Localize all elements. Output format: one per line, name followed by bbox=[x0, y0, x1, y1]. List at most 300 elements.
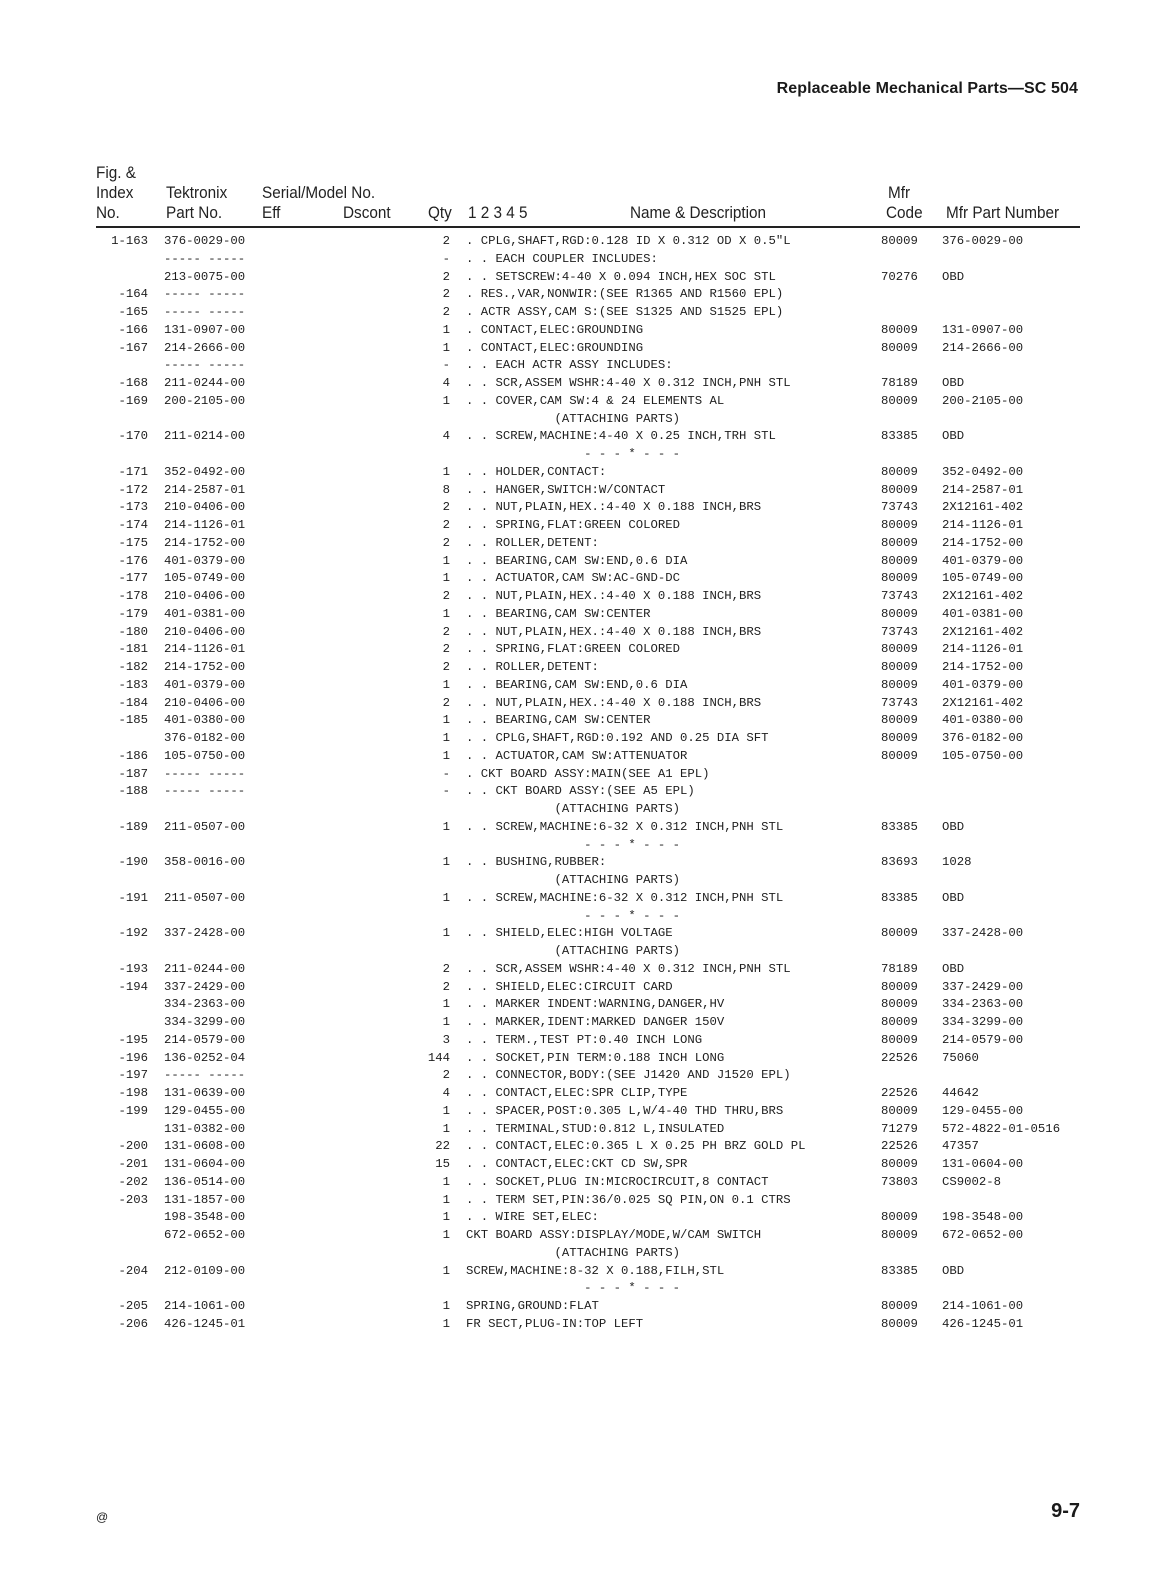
table-row bbox=[0, 730, 1152, 748]
description-cell: . . BEARING,CAM SW:CENTER bbox=[466, 606, 651, 621]
index-cell: -183 bbox=[118, 677, 148, 692]
table-row bbox=[0, 695, 1152, 713]
mfr-part-number-cell: 200-2105-00 bbox=[942, 393, 1024, 408]
description-cell: . CKT BOARD ASSY:MAIN(SEE A1 EPL) bbox=[466, 766, 710, 781]
qty-cell: 1 bbox=[442, 571, 450, 586]
part-number-cell: 211-0507-00 bbox=[164, 819, 246, 834]
qty-cell: 1 bbox=[442, 464, 450, 479]
mfr-code-cell: 83385 bbox=[881, 890, 918, 905]
qty-cell: 1 bbox=[442, 322, 450, 337]
mfr-part-number-cell: 334-2363-00 bbox=[942, 997, 1024, 1012]
mfr-part-number-cell: 198-3548-00 bbox=[942, 1210, 1024, 1225]
mfr-part-number-cell: 401-0379-00 bbox=[942, 553, 1024, 568]
table-row bbox=[0, 482, 1152, 500]
description-cell: . . EACH ACTR ASSY INCLUDES: bbox=[466, 358, 673, 373]
table-row bbox=[0, 499, 1152, 517]
qty-cell: 1 bbox=[442, 1121, 450, 1136]
description-cell: . . NUT,PLAIN,HEX.:4-40 X 0.188 INCH,BRS bbox=[466, 695, 762, 710]
mfr-part-number-cell: 75060 bbox=[942, 1050, 979, 1065]
mfr-code-cell: 80009 bbox=[881, 660, 918, 674]
description-cell: . . MARKER,IDENT:MARKED DANGER 150V bbox=[466, 1015, 725, 1029]
mfr-part-number-cell: OBD bbox=[942, 819, 965, 834]
description-cell: (ATTACHING PARTS) bbox=[466, 1245, 681, 1260]
index-cell: -164 bbox=[118, 287, 148, 302]
table-row bbox=[0, 1263, 1152, 1281]
part-number-cell: 211-0244-00 bbox=[164, 376, 246, 390]
index-cell: -194 bbox=[118, 979, 148, 994]
qty-cell: 1 bbox=[442, 1210, 450, 1225]
index-cell: -193 bbox=[118, 961, 148, 976]
table-row bbox=[0, 1138, 1152, 1156]
header-fig-line2: Index bbox=[96, 183, 134, 202]
mfr-part-number-cell: 334-3299-00 bbox=[942, 1015, 1024, 1029]
index-cell: -176 bbox=[118, 553, 148, 568]
qty-cell: 1 bbox=[442, 340, 450, 355]
part-number-cell: 334-3299-00 bbox=[164, 1015, 246, 1029]
description-cell: (ATTACHING PARTS) bbox=[466, 411, 681, 426]
mfr-code-cell: 73743 bbox=[881, 500, 918, 515]
index-cell: -184 bbox=[118, 695, 148, 710]
mfr-part-number-cell: 426-1245-01 bbox=[942, 1316, 1024, 1331]
mfr-part-number-cell: OBD bbox=[942, 376, 965, 390]
mfr-code-cell: 71279 bbox=[881, 1121, 918, 1136]
table-row bbox=[0, 304, 1152, 322]
qty-cell: - bbox=[442, 766, 450, 781]
mfr-code-cell: 80009 bbox=[881, 997, 918, 1012]
mfr-part-number-cell: 214-2666-00 bbox=[942, 340, 1024, 355]
qty-cell: 1 bbox=[442, 1299, 450, 1313]
table-row bbox=[0, 641, 1152, 659]
description-cell: . . SCREW,MACHINE:6-32 X 0.312 INCH,PNH STL bbox=[466, 890, 784, 905]
qty-cell: 22 bbox=[435, 1139, 450, 1154]
mfr-part-number-cell: OBD bbox=[942, 269, 965, 284]
qty-cell: - bbox=[442, 784, 450, 799]
mfr-part-number-cell: 2X12161-402 bbox=[942, 624, 1024, 639]
index-cell: -185 bbox=[118, 713, 148, 728]
mfr-code-cell: 80009 bbox=[881, 234, 918, 248]
mfr-code-cell: 80009 bbox=[881, 926, 918, 941]
description-cell: . CONTACT,ELEC:GROUNDING bbox=[466, 322, 644, 337]
header-eff: Eff bbox=[262, 203, 281, 222]
part-number-cell: 211-0244-00 bbox=[164, 961, 246, 976]
qty-cell: 2 bbox=[442, 589, 450, 603]
description-cell: . . SPACER,POST:0.305 L,W/4-40 THD THRU,BRS bbox=[466, 1103, 784, 1118]
mfr-part-number-cell: 129-0455-00 bbox=[942, 1103, 1024, 1118]
footer-mark: @ bbox=[96, 1510, 109, 1524]
mfr-code-cell: 80009 bbox=[881, 340, 918, 355]
qty-cell: 2 bbox=[442, 287, 450, 302]
mfr-part-number-cell: 214-1126-01 bbox=[942, 518, 1024, 532]
part-number-cell: 210-0406-00 bbox=[164, 589, 246, 603]
page-title: Replaceable Mechanical Parts—SC 504 bbox=[776, 80, 1078, 97]
index-cell: -195 bbox=[118, 1032, 148, 1047]
part-number-cell: 401-0379-00 bbox=[164, 553, 246, 568]
description-cell: . . TERM.,TEST PT:0.40 INCH LONG bbox=[466, 1032, 703, 1047]
qty-cell: 1 bbox=[442, 606, 450, 621]
description-cell: . . SOCKET,PIN TERM:0.188 INCH LONG bbox=[466, 1050, 725, 1065]
table-row bbox=[0, 1014, 1152, 1032]
part-number-cell: 210-0406-00 bbox=[164, 624, 246, 639]
description-cell: . CPLG,SHAFT,RGD:0.128 ID X 0.312 OD X 0.5"L bbox=[466, 234, 791, 248]
qty-cell: 1 bbox=[442, 1263, 450, 1278]
table-row bbox=[0, 340, 1152, 358]
header-dscont: Dscont bbox=[343, 203, 391, 222]
qty-cell: 1 bbox=[442, 819, 450, 834]
description-cell: . . SCR,ASSEM WSHR:4-40 X 0.312 INCH,PNH STL bbox=[466, 961, 791, 976]
part-number-cell: 129-0455-00 bbox=[164, 1103, 246, 1118]
part-number-cell: 198-3548-00 bbox=[164, 1210, 246, 1225]
part-number-cell: 136-0252-04 bbox=[164, 1050, 246, 1065]
qty-cell: 2 bbox=[442, 305, 450, 319]
description-cell: - - - * - - - bbox=[466, 908, 681, 923]
table-row bbox=[0, 943, 1152, 961]
table-row bbox=[0, 517, 1152, 535]
part-number-cell: 214-1126-01 bbox=[164, 642, 246, 657]
header-code: Code bbox=[886, 203, 923, 222]
description-cell: . . HANGER,SWITCH:W/CONTACT bbox=[466, 482, 666, 497]
mfr-part-number-cell: OBD bbox=[942, 1263, 965, 1278]
description-cell: . . SCR,ASSEM WSHR:4-40 X 0.312 INCH,PNH STL bbox=[466, 376, 791, 390]
qty-cell: 1 bbox=[442, 677, 450, 692]
part-number-cell: 376-0029-00 bbox=[164, 234, 246, 248]
index-cell: -204 bbox=[118, 1263, 148, 1278]
description-cell: . . TERM SET,PIN:36/0.025 SQ PIN,ON 0.1 CTRS bbox=[466, 1192, 791, 1207]
index-cell: -203 bbox=[118, 1192, 148, 1207]
description-cell: . . SPRING,FLAT:GREEN COLORED bbox=[466, 642, 681, 657]
index-cell: -200 bbox=[118, 1139, 148, 1154]
table-row bbox=[0, 677, 1152, 695]
header-rule bbox=[96, 226, 1080, 228]
index-cell: -189 bbox=[118, 819, 148, 834]
description-cell: . . COVER,CAM SW:4 & 24 ELEMENTS AL bbox=[466, 393, 725, 408]
index-cell: -170 bbox=[118, 429, 148, 444]
header-fig-line3: No. bbox=[96, 203, 120, 222]
part-number-cell: ----- ----- bbox=[164, 766, 246, 781]
part-number-cell: 131-1857-00 bbox=[164, 1192, 246, 1207]
table-row bbox=[0, 712, 1152, 730]
index-cell: -179 bbox=[118, 606, 148, 621]
part-number-cell: 214-1752-00 bbox=[164, 660, 246, 674]
mfr-code-cell: 80009 bbox=[881, 979, 918, 994]
description-cell: . RES.,VAR,NONWIR:(SEE R1365 AND R1560 EPL) bbox=[466, 287, 784, 302]
qty-cell: 1 bbox=[442, 1228, 450, 1242]
qty-cell: - bbox=[442, 358, 450, 373]
description-cell: . . SPRING,FLAT:GREEN COLORED bbox=[466, 518, 681, 532]
table-row bbox=[0, 233, 1152, 251]
header-mfr: Mfr bbox=[888, 183, 911, 202]
mfr-part-number-cell: 47357 bbox=[942, 1139, 979, 1154]
table-row bbox=[0, 1067, 1152, 1085]
qty-cell: 1 bbox=[442, 1015, 450, 1029]
description-cell: . . BUSHING,RUBBER: bbox=[466, 855, 607, 870]
table-row bbox=[0, 872, 1152, 890]
description-cell: . . EACH COUPLER INCLUDES: bbox=[466, 251, 658, 266]
header-serial-model: Serial/Model No. bbox=[262, 183, 376, 202]
description-cell: . . CKT BOARD ASSY:(SEE A5 EPL) bbox=[466, 784, 695, 799]
mfr-code-cell: 80009 bbox=[881, 731, 918, 745]
description-cell: . . CONTACT,ELEC:SPR CLIP,TYPE bbox=[466, 1086, 688, 1100]
table-row bbox=[0, 1032, 1152, 1050]
index-cell: -177 bbox=[118, 571, 148, 586]
table-row bbox=[0, 1209, 1152, 1227]
description-cell: . . BEARING,CAM SW:END,0.6 DIA bbox=[466, 553, 688, 568]
table-row bbox=[0, 1085, 1152, 1103]
index-cell: -175 bbox=[118, 535, 148, 550]
mfr-code-cell: 73743 bbox=[881, 695, 918, 710]
header-tektronix: Tektronix bbox=[166, 183, 228, 202]
part-number-cell: 334-2363-00 bbox=[164, 997, 246, 1012]
part-number-cell: ----- ----- bbox=[164, 784, 246, 799]
page-number: 9-7 bbox=[1051, 1500, 1080, 1522]
part-number-cell: 214-1126-01 bbox=[164, 518, 246, 532]
qty-cell: 1 bbox=[442, 890, 450, 905]
description-cell: . . SCREW,MACHINE:6-32 X 0.312 INCH,PNH STL bbox=[466, 819, 784, 834]
description-cell: . . MARKER INDENT:WARNING,DANGER,HV bbox=[466, 997, 725, 1012]
part-number-cell: 337-2428-00 bbox=[164, 926, 246, 941]
qty-cell: - bbox=[442, 251, 450, 266]
mfr-code-cell: 80009 bbox=[881, 642, 918, 657]
mfr-part-number-cell: OBD bbox=[942, 429, 965, 444]
description-cell: (ATTACHING PARTS) bbox=[466, 802, 681, 816]
mfr-code-cell: 73803 bbox=[881, 1174, 918, 1189]
qty-cell: 144 bbox=[427, 1050, 450, 1065]
part-number-cell: 131-0604-00 bbox=[164, 1157, 246, 1171]
mfr-part-number-cell: 214-1752-00 bbox=[942, 660, 1024, 674]
index-cell: -166 bbox=[118, 322, 148, 337]
part-number-cell: 376-0182-00 bbox=[164, 731, 246, 745]
table-row bbox=[0, 1280, 1152, 1298]
mfr-part-number-cell: 131-0604-00 bbox=[942, 1157, 1024, 1171]
qty-cell: 2 bbox=[442, 660, 450, 674]
index-cell: -202 bbox=[118, 1174, 148, 1189]
table-row bbox=[0, 251, 1152, 269]
table-row bbox=[0, 1103, 1152, 1121]
index-cell: -187 bbox=[118, 766, 148, 781]
description-cell: . . NUT,PLAIN,HEX.:4-40 X 0.188 INCH,BRS bbox=[466, 500, 762, 515]
header-name-description: Name & Description bbox=[630, 203, 767, 222]
table-row bbox=[0, 428, 1152, 446]
table-row bbox=[0, 535, 1152, 553]
part-number-cell: ----- ----- bbox=[164, 358, 246, 373]
mfr-code-cell: 80009 bbox=[881, 553, 918, 568]
description-cell: . . ROLLER,DETENT: bbox=[466, 660, 599, 674]
table-row bbox=[0, 854, 1152, 872]
description-cell: . . CONTACT,ELEC:0.365 L X 0.25 PH BRZ GOLD PL bbox=[466, 1139, 806, 1154]
table-row bbox=[0, 659, 1152, 677]
description-cell: SCREW,MACHINE:8-32 X 0.188,FILH,STL bbox=[466, 1263, 725, 1278]
table-row bbox=[0, 322, 1152, 340]
mfr-code-cell: 80009 bbox=[881, 1032, 918, 1047]
part-number-cell: 105-0749-00 bbox=[164, 571, 246, 586]
qty-cell: 2 bbox=[442, 642, 450, 657]
description-cell: - - - * - - - bbox=[466, 837, 681, 852]
mfr-part-number-cell: 572-4822-01-0516 bbox=[942, 1121, 1061, 1136]
description-cell: . . TERMINAL,STUD:0.812 L,INSULATED bbox=[466, 1121, 725, 1136]
description-cell: . . SHIELD,ELEC:HIGH VOLTAGE bbox=[466, 926, 673, 941]
description-cell: . CONTACT,ELEC:GROUNDING bbox=[466, 340, 644, 355]
part-number-cell: 211-0507-00 bbox=[164, 890, 246, 905]
part-number-cell: 214-2587-01 bbox=[164, 482, 246, 497]
table-row bbox=[0, 996, 1152, 1014]
mfr-code-cell: 80009 bbox=[881, 713, 918, 728]
table-row bbox=[0, 837, 1152, 855]
parts-table bbox=[0, 233, 1152, 1334]
index-cell: -201 bbox=[118, 1157, 148, 1171]
table-row bbox=[0, 1298, 1152, 1316]
index-cell: -196 bbox=[118, 1050, 148, 1065]
mfr-code-cell: 80009 bbox=[881, 1299, 918, 1313]
description-cell: FR SECT,PLUG-IN:TOP LEFT bbox=[466, 1316, 644, 1331]
mfr-part-number-cell: OBD bbox=[942, 961, 965, 976]
part-number-cell: 401-0379-00 bbox=[164, 677, 246, 692]
mfr-code-cell: 80009 bbox=[881, 1316, 918, 1331]
table-row bbox=[0, 1316, 1152, 1334]
table-row bbox=[0, 446, 1152, 464]
mfr-code-cell: 80009 bbox=[881, 464, 918, 479]
mfr-code-cell: 80009 bbox=[881, 1210, 918, 1225]
mfr-part-number-cell: 131-0907-00 bbox=[942, 322, 1024, 337]
mfr-part-number-cell: 352-0492-00 bbox=[942, 464, 1024, 479]
part-number-cell: 105-0750-00 bbox=[164, 748, 246, 763]
part-number-cell: 136-0514-00 bbox=[164, 1174, 246, 1189]
mfr-code-cell: 80009 bbox=[881, 1103, 918, 1118]
index-cell: -171 bbox=[118, 464, 148, 479]
mfr-part-number-cell: 401-0381-00 bbox=[942, 606, 1024, 621]
table-row bbox=[0, 1227, 1152, 1245]
index-cell: -199 bbox=[118, 1103, 148, 1118]
part-number-cell: 200-2105-00 bbox=[164, 393, 246, 408]
description-cell: . . CONNECTOR,BODY:(SEE J1420 AND J1520 EPL) bbox=[466, 1068, 791, 1083]
mfr-code-cell: 80009 bbox=[881, 535, 918, 550]
part-number-cell: 211-0214-00 bbox=[164, 429, 246, 444]
qty-cell: 1 bbox=[442, 1174, 450, 1189]
mfr-code-cell: 80009 bbox=[881, 677, 918, 692]
description-cell: . . HOLDER,CONTACT: bbox=[466, 464, 607, 479]
index-cell: -192 bbox=[118, 926, 148, 941]
table-row bbox=[0, 890, 1152, 908]
table-row bbox=[0, 979, 1152, 997]
mfr-part-number-cell: 376-0029-00 bbox=[942, 234, 1024, 248]
qty-cell: 2 bbox=[442, 961, 450, 976]
mfr-part-number-cell: 105-0750-00 bbox=[942, 748, 1024, 763]
description-cell: . . SETSCREW:4-40 X 0.094 INCH,HEX SOC STL bbox=[466, 269, 776, 284]
table-row bbox=[0, 961, 1152, 979]
mfr-code-cell: 83385 bbox=[881, 1263, 918, 1278]
description-cell: . . CPLG,SHAFT,RGD:0.192 AND 0.25 DIA SFT bbox=[466, 731, 769, 745]
index-cell: -169 bbox=[118, 393, 148, 408]
header-part-no: Part No. bbox=[166, 203, 223, 222]
qty-cell: 2 bbox=[442, 624, 450, 639]
description-cell: . . WIRE SET,ELEC: bbox=[466, 1210, 599, 1225]
part-number-cell: ----- ----- bbox=[164, 305, 246, 319]
part-number-cell: ----- ----- bbox=[164, 251, 246, 266]
table-row bbox=[0, 925, 1152, 943]
mfr-part-number-cell: 2X12161-402 bbox=[942, 589, 1024, 603]
mfr-code-cell: 80009 bbox=[881, 482, 918, 497]
mfr-part-number-cell: 44642 bbox=[942, 1086, 979, 1100]
part-number-cell: 401-0381-00 bbox=[164, 606, 246, 621]
table-row bbox=[0, 411, 1152, 429]
table-row bbox=[0, 1050, 1152, 1068]
table-row bbox=[0, 553, 1152, 571]
mfr-code-cell: 83693 bbox=[881, 855, 918, 870]
index-cell: -206 bbox=[118, 1316, 148, 1331]
header-qty: Qty bbox=[428, 203, 452, 222]
mfr-code-cell: 80009 bbox=[881, 1228, 918, 1242]
index-cell: -174 bbox=[118, 518, 148, 532]
mfr-part-number-cell: 214-1061-00 bbox=[942, 1299, 1024, 1313]
description-cell: . ACTR ASSY,CAM S:(SEE S1325 AND S1525 EPL) bbox=[466, 305, 784, 319]
qty-cell: 4 bbox=[442, 1086, 450, 1100]
table-row bbox=[0, 464, 1152, 482]
qty-cell: 1 bbox=[442, 713, 450, 728]
mfr-code-cell: 80009 bbox=[881, 571, 918, 586]
mfr-code-cell: 80009 bbox=[881, 1157, 918, 1171]
mfr-code-cell: 83385 bbox=[881, 429, 918, 444]
mfr-code-cell: 83385 bbox=[881, 819, 918, 834]
index-cell: -168 bbox=[118, 376, 148, 390]
table-row bbox=[0, 748, 1152, 766]
part-number-cell: 214-1061-00 bbox=[164, 1299, 246, 1313]
part-number-cell: 352-0492-00 bbox=[164, 464, 246, 479]
part-number-cell: 131-0639-00 bbox=[164, 1086, 246, 1100]
table-row bbox=[0, 570, 1152, 588]
part-number-cell: 426-1245-01 bbox=[164, 1316, 246, 1331]
qty-cell: 2 bbox=[442, 518, 450, 532]
part-number-cell: 131-0382-00 bbox=[164, 1121, 246, 1136]
table-row bbox=[0, 801, 1152, 819]
description-cell: . . NUT,PLAIN,HEX.:4-40 X 0.188 INCH,BRS bbox=[466, 624, 762, 639]
mfr-part-number-cell: 2X12161-402 bbox=[942, 500, 1024, 515]
qty-cell: 2 bbox=[442, 979, 450, 994]
table-row bbox=[0, 357, 1152, 375]
table-row bbox=[0, 766, 1152, 784]
part-number-cell: 337-2429-00 bbox=[164, 979, 246, 994]
table-row bbox=[0, 1174, 1152, 1192]
table-row bbox=[0, 1156, 1152, 1174]
index-cell: -182 bbox=[118, 660, 148, 674]
mfr-code-cell: 80009 bbox=[881, 322, 918, 337]
mfr-code-cell: 73743 bbox=[881, 589, 918, 603]
index-cell: -205 bbox=[118, 1299, 148, 1313]
table-row bbox=[0, 286, 1152, 304]
mfr-part-number-cell: 337-2428-00 bbox=[942, 926, 1024, 941]
table-row bbox=[0, 375, 1152, 393]
table-row bbox=[0, 1192, 1152, 1210]
description-cell: . . ACTUATOR,CAM SW:ATTENUATOR bbox=[466, 748, 688, 763]
mfr-code-cell: 80009 bbox=[881, 606, 918, 621]
mfr-code-cell: 22526 bbox=[881, 1086, 918, 1100]
qty-cell: 1 bbox=[442, 393, 450, 408]
header-fig-line1: Fig. & bbox=[96, 163, 136, 182]
qty-cell: 2 bbox=[442, 234, 450, 248]
table-row bbox=[0, 819, 1152, 837]
index-cell: -186 bbox=[118, 748, 148, 763]
mfr-part-number-cell: 1028 bbox=[942, 855, 972, 870]
description-cell: - - - * - - - bbox=[466, 1281, 681, 1296]
description-cell: CKT BOARD ASSY:DISPLAY/MODE,W/CAM SWITCH bbox=[466, 1228, 762, 1242]
qty-cell: 2 bbox=[442, 1068, 450, 1083]
index-cell: -180 bbox=[118, 624, 148, 639]
part-number-cell: 214-1752-00 bbox=[164, 535, 246, 550]
qty-cell: 1 bbox=[442, 997, 450, 1012]
table-row bbox=[0, 1121, 1152, 1139]
qty-cell: 1 bbox=[442, 1192, 450, 1207]
mfr-part-number-cell: 214-0579-00 bbox=[942, 1032, 1024, 1047]
description-cell: . . SCREW,MACHINE:4-40 X 0.25 INCH,TRH STL bbox=[466, 429, 776, 444]
table-row bbox=[0, 1245, 1152, 1263]
mfr-code-cell: 80009 bbox=[881, 1015, 918, 1029]
